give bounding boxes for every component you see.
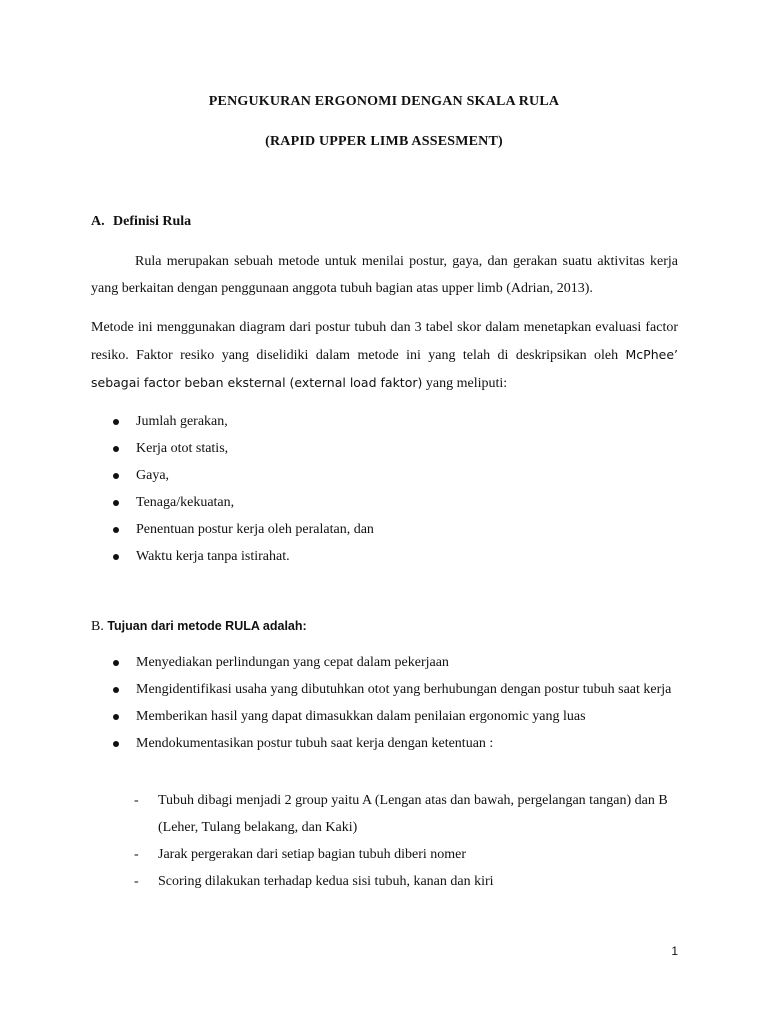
document-subtitle: (RAPID UPPER LIMB ASSESMENT) [265,134,503,149]
list-item: - Jarak pergerakan dari setiap bagian tubuh diberi nomer [134,841,678,868]
section-b-heading [91,619,307,635]
dash-icon: - [134,793,139,808]
list-item: Waktu kerja tanpa istirahat. [110,543,678,570]
bullet-icon [113,660,119,666]
bullet-icon [113,419,119,425]
list-item: Menyediakan perlindungan yang cepat dalam pekerjaan [110,649,678,676]
dash-icon: - [134,874,139,889]
section-a-heading [91,214,191,230]
bullet-icon [113,473,119,479]
list-item: Mendokumentasikan postur tubuh saat kerja dengan ketentuan : [110,730,678,757]
factor-list [110,408,678,570]
list-item: - Scoring dilakukan terhadap kedua sisi tubuh, kanan dan kiri [134,868,678,895]
section-a-paragraph-2: Metode ini menggunakan diagram dari postur tubuh dan 3 tabel skor dalam menetapkan evaluasi factor resiko. Faktor resiko yang diselidiki dalam metode ini yang telah di deskripsikan oleh McPhee’ sebagai factor beban eksternal (external load faktor) yang meliputi: [91,320,678,391]
list-item: Kerja otot statis, [110,435,678,462]
bullet-icon [113,554,119,560]
list-item: Tenaga/kekuatan, [110,489,678,516]
section-b-number: B. [91,619,104,634]
list-item: Memberikan hasil yang dapat dimasukkan dalam penilaian ergonomic yang luas [110,703,678,730]
bullet-icon [113,741,119,747]
bullet-icon [113,500,119,506]
section-a-paragraph-1: Rula merupakan sebuah metode untuk menilai postur, gaya, dan gerakan suatu aktivitas kerja yang berkaitan dengan penggunaan anggota tubuh bagian atas upper limb (Adrian, 2013). [91,254,678,296]
list-item: Gaya, [110,462,678,489]
objective-list [110,649,678,757]
bullet-icon [113,527,119,533]
criteria-list [134,787,678,895]
dash-icon: - [134,847,139,862]
list-item: Penentuan postur kerja oleh peralatan, dan [110,516,678,543]
section-b-title: Tujuan dari metode RULA adalah: [107,619,307,633]
bullet-icon [113,687,119,693]
list-item: - Tubuh dibagi menjadi 2 group yaitu A (Lengan atas dan bawah, pergelangan tangan) dan B (Leher, Tulang belakang, dan Kaki) [134,787,678,841]
bullet-icon [113,714,119,720]
bullet-icon [113,446,119,452]
section-a-title: Definisi Rula [113,214,192,229]
list-item: Jumlah gerakan, [110,408,678,435]
document-title: PENGUKURAN ERGONOMI DENGAN SKALA RULA [208,94,560,109]
page-number: 1 [671,944,678,958]
list-item: Mengidentifikasi usaha yang dibutuhkan otot yang berhubungan dengan postur tubuh saat kerja [110,676,678,703]
section-a-number: A. [91,214,105,229]
